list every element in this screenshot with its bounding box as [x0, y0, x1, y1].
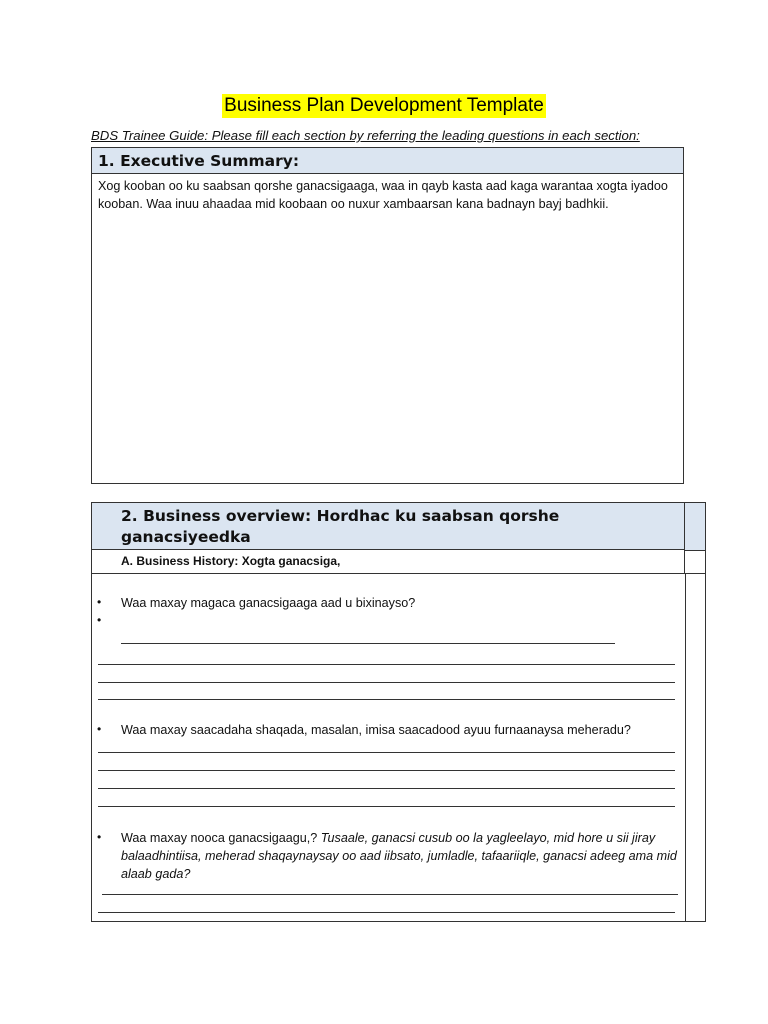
answer-line[interactable] — [98, 682, 675, 684]
heading-side-cell — [685, 503, 705, 551]
answer-line[interactable] — [98, 770, 675, 772]
answer-line[interactable] — [121, 643, 615, 645]
business-history-subheading: A. Business History: Xogta ganacsiga, — [92, 550, 685, 574]
answer-line[interactable] — [102, 894, 678, 896]
question-business-type — [121, 829, 683, 883]
question-working-hours: Waa maxay saacadaha shaqada, masalan, imisa saacadood ayuu furnaanaysa meheradu? — [121, 723, 631, 737]
executive-summary-text[interactable]: Xog kooban oo ku saabsan qorshe ganacsigaaga, waa in qayb kasta aad kaga warantaa xogta iyadoo kooban. Waa inuu ahaadaa mid koobaan oo nuxur xambaarsan kana badnayn bayj badhkii. — [98, 179, 668, 211]
answer-line[interactable] — [98, 806, 675, 808]
answer-line[interactable] — [98, 752, 675, 754]
title-wrap — [0, 94, 768, 118]
answer-line[interactable] — [98, 912, 675, 914]
subheading-side-cell — [685, 550, 705, 574]
document-title: Business Plan Development Template — [224, 95, 544, 116]
bullet-empty: • — [97, 613, 102, 627]
answer-line[interactable] — [98, 699, 675, 701]
question-business-type-examples: Tusaale, ganacsi cusub oo la yagleelayo, mid hore u sii jiray balaadhintiisa, meherad shaqaynaysay oo aad iibsato, jumladle, tafaariiqle, ganacsi adeeg ama mid alaab gada? — [121, 831, 677, 881]
trainee-guide-instruction: BDS Trainee Guide: Please fill each section by referring the leading questions in each section: — [91, 128, 640, 143]
column-divider — [685, 574, 686, 921]
question-business-name: Waa maxay magaca ganacsigaaga aad u bixinayso? — [121, 596, 416, 610]
bullet-q2: • — [97, 722, 102, 736]
answer-line[interactable] — [98, 664, 675, 666]
business-overview-section — [91, 502, 706, 922]
question-business-type-lead: Waa maxay nooca ganacsigaagu,? — [121, 831, 321, 845]
bullet-q3: • — [97, 830, 102, 844]
answer-line[interactable] — [98, 788, 675, 790]
executive-summary-heading: 1. Executive Summary: — [92, 148, 683, 174]
executive-summary-section — [91, 147, 684, 484]
bullet-q1: • — [97, 595, 102, 609]
business-overview-heading: 2. Business overview: Hordhac ku saabsan qorshe ganacsiyeedka — [92, 503, 685, 550]
